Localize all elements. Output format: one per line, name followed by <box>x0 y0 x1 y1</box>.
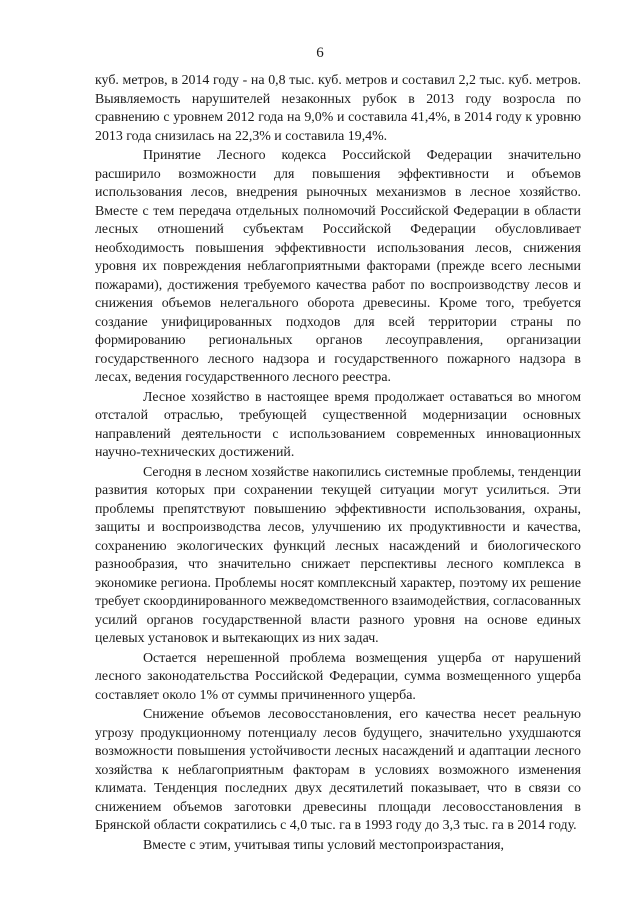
paragraph-systemic-problems: Сегодня в лесном хозяйстве накопились системные проблемы, тенденции развития которых при сохранении текущей ситуации могут усилиться. Эти проблемы препятствуют повышению эффективности использования, охраны, защиты и воспроизводства лесов, улучшению их продуктивности и качества, сохранению экологических функций лесных насаждений и биологического разнообразия, что значительно снижает перспективы лесного комплекса в экономике региона. Проблемы носят комплексный характер, поэтому их решение требует скоординированного межведомственного взаимодействия, согласованных усилий органов государственной власти разного уровня на основе единых целевых установок и вытекающих из них задач. <box>95 464 581 646</box>
paragraph-illegal-logging-stats: куб. метров, в 2014 году - на 0,8 тыс. куб. метров и составил 2,2 тыс. куб. метров. Выявляемость нарушителей незаконных рубок в 2013 году возросла по сравнению с уровнем 2012 года на 9,0% и составила 41,4%, в 2014 году к уровню 2013 года снизилась на 22,3% и составила 19,4%. <box>95 73 581 144</box>
paragraph-growing-conditions: Вместе с этим, учитывая типы условий местопроизрастания, <box>143 837 505 853</box>
paragraph-forestry-backward: Лесное хозяйство в настоящее время продолжает оставаться во многом отсталой отраслью, требующей существенной модернизации основных направлений деятельности с использованием современных инновационных научно-технических достижений. <box>95 389 581 460</box>
paragraph-damage-compensation: Остается нерешенной проблема возмещения ущерба от нарушений лесного законодательства Российской Федерации, сумма возмещенного ущерба составляет около 1% от суммы причиненного ущерба. <box>95 650 581 703</box>
page-number: 6 <box>316 45 324 61</box>
paragraph-forest-code: Принятие Лесного кодекса Российской Федерации значительно расширило возможности для повышения эффективности и объемов использования лесов, внедрения рыночных механизмов в лесное хозяйство. Вместе с тем передача отдельных полномочий Российской Федерации в области лесных отношений субъектам Российской Федерации обусловливает необходимость повышения эффективности использования лесов, снижения уровня их повреждения неблагоприятными факторами (прежде всего лесными пожарами), достижения требуемого качества работ по воспроизводству лесов и снижения объемов нелегального оборота древесины. Кроме того, требуется создание унифицированных подходов для всей территории страны по формированию региональных органов лесоуправления, организации государственного лесного надзора и государственного пожарного надзора в лесах, ведения государственного лесного реестра. <box>95 148 581 385</box>
paragraph-reforestation-decline: Снижение объемов лесовосстановления, его качества несет реальную угрозу продукционному потенциалу лесов будущего, значительно ухудшаются возможности повышения устойчивости лесных насаждений и адаптации лесного хозяйства к неблагоприятным факторам в условиях возможного изменения климата. Тенденция последних двух десятилетий показывает, что в связи со снижением объемов заготовки древесины площади лесовосстановления в Брянской области сократились с 4,0 тыс. га в 1993 году до 3,3 тыс. га в 2014 году. <box>95 707 581 833</box>
document-body <box>95 72 581 855</box>
